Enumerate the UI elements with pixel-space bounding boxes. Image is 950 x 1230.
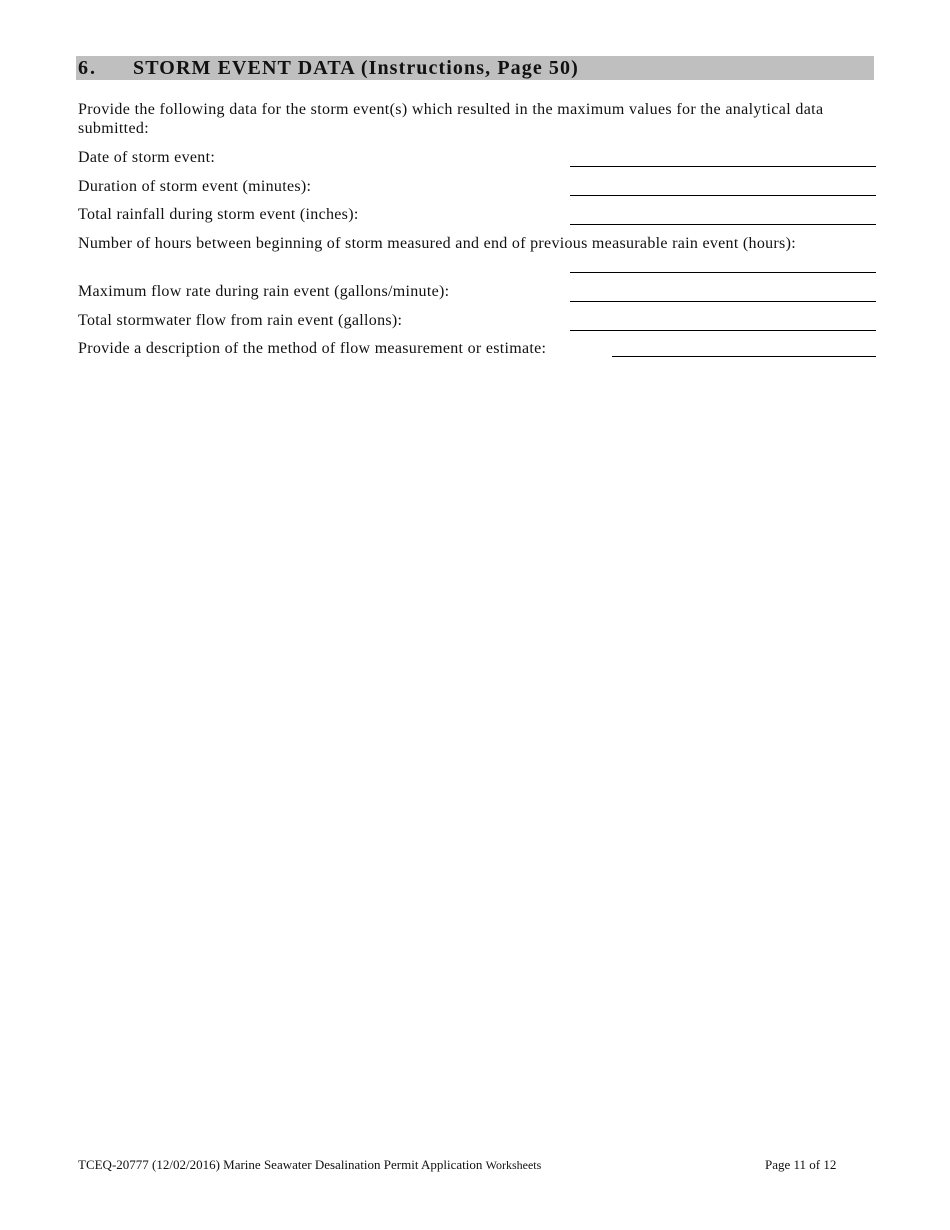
field-row-rainfall: [78, 205, 878, 224]
total-rainfall-field[interactable]: [570, 224, 876, 225]
footer-page-number: Page 11 of 12: [765, 1157, 837, 1172]
flow-measurement-method-field[interactable]: [612, 356, 876, 357]
intro-text: Provide the following data for the storm event(s) which resulted in the maximum values for the analytical data submitted:: [78, 101, 824, 137]
field-row-hours-between: [78, 234, 878, 253]
field-row-method: [78, 339, 878, 358]
field-label-duration: Duration of storm event (minutes):: [78, 178, 312, 195]
field-row-duration: [78, 177, 878, 196]
section-header: [76, 56, 874, 80]
field-label-total-flow: Total stormwater flow from rain event (gallons):: [78, 312, 403, 329]
footer-form-suffix: Worksheets: [485, 1158, 542, 1172]
field-row-max-flow: [78, 282, 878, 301]
field-label-rainfall: Total rainfall during storm event (inches):: [78, 206, 359, 223]
duration-field[interactable]: [570, 195, 876, 196]
section-number: 6.: [78, 57, 97, 79]
field-row-date: [78, 148, 878, 167]
section-title: STORM EVENT DATA (Instructions, Page 50): [133, 57, 579, 79]
field-label-max-flow: Maximum flow rate during rain event (gallons/minute):: [78, 283, 450, 300]
max-flow-rate-field[interactable]: [570, 301, 876, 302]
date-of-storm-event-field[interactable]: [570, 166, 876, 167]
field-label-method: Provide a description of the method of flow measurement or estimate:: [78, 340, 547, 357]
field-row-total-flow: [78, 311, 878, 330]
field-label-hours-between: Number of hours between beginning of storm measured and end of previous measurable rain event (hours):: [78, 235, 796, 252]
footer-form-id: [78, 1157, 541, 1173]
footer-form-name: TCEQ-20777 (12/02/2016) Marine Seawater Desalination Permit Application: [78, 1157, 483, 1172]
hours-between-field[interactable]: [570, 272, 876, 273]
total-stormwater-flow-field[interactable]: [570, 330, 876, 331]
field-label-date: Date of storm event:: [78, 149, 216, 166]
